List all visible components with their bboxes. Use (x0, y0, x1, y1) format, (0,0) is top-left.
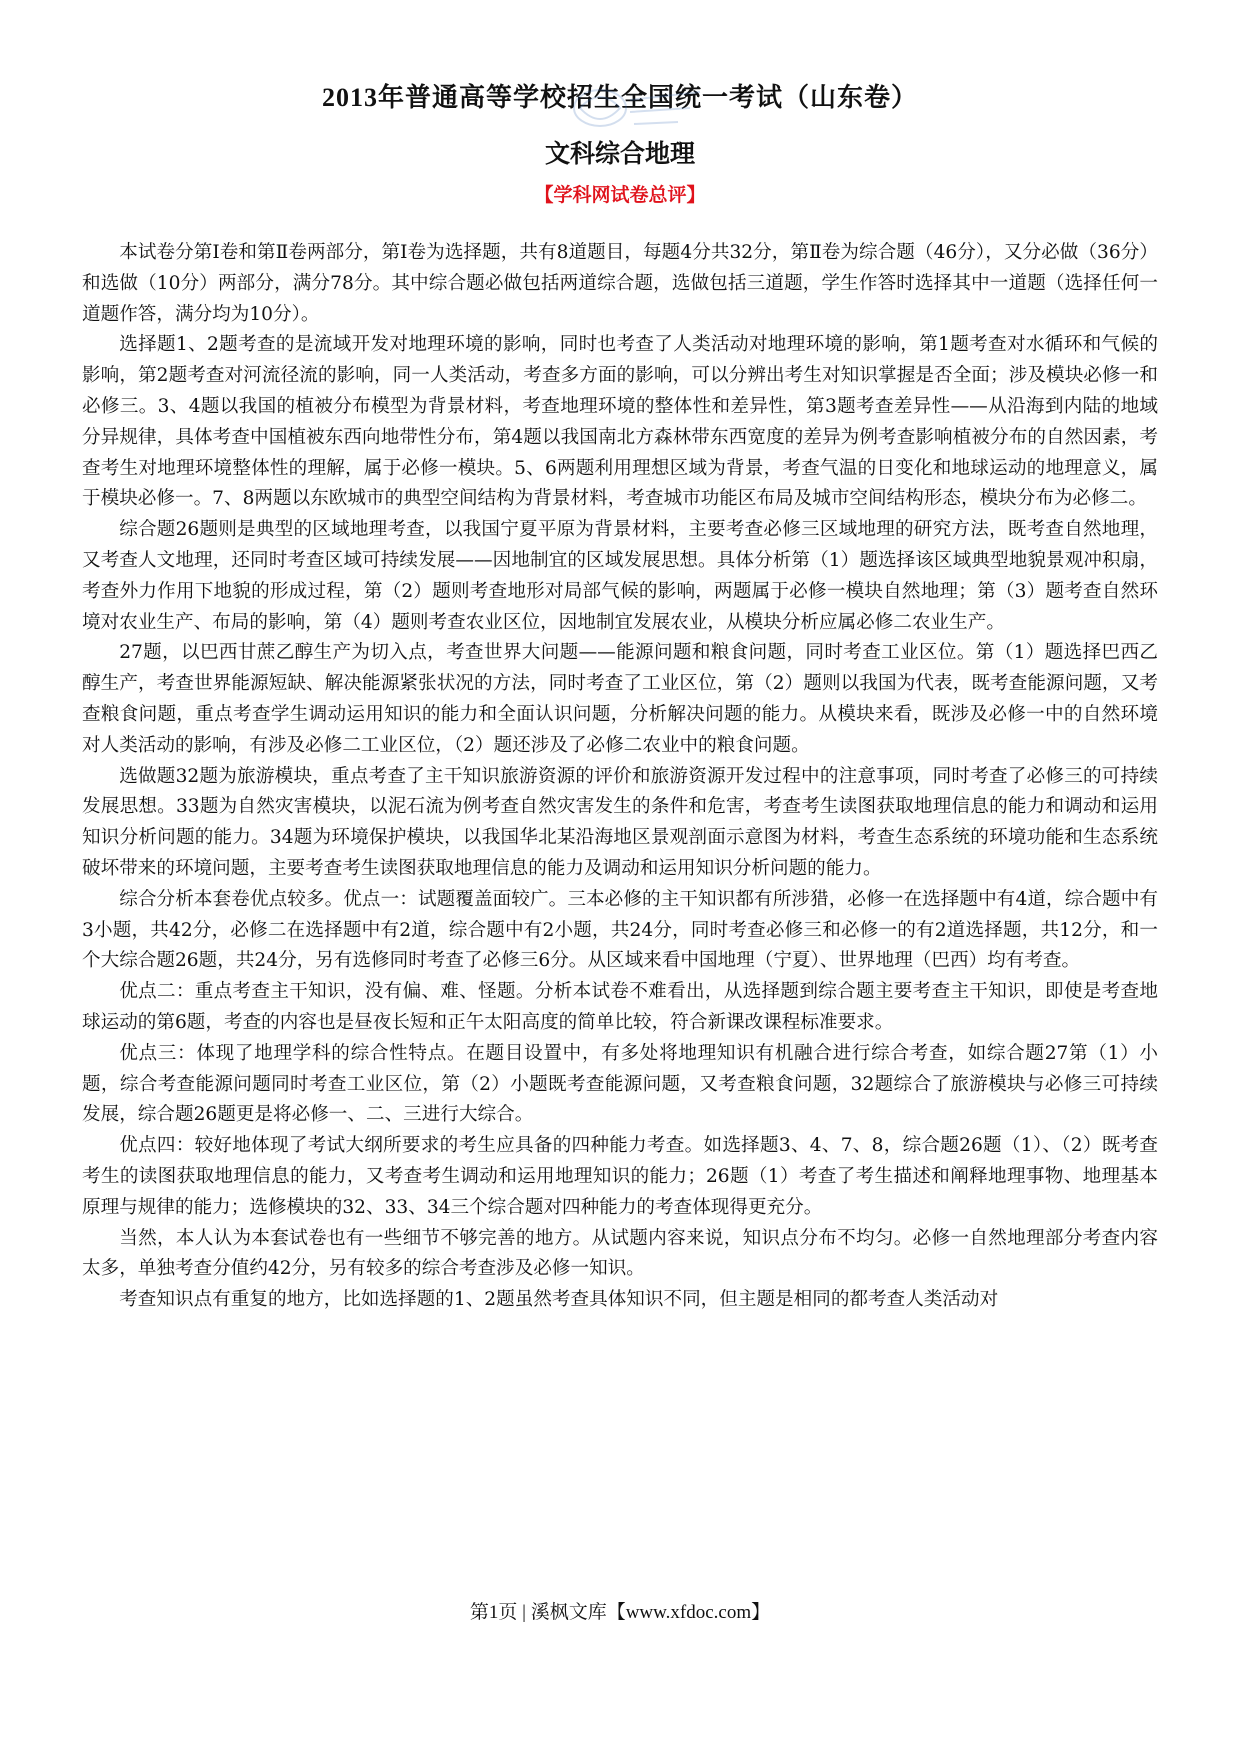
review-tag: 【学科网试卷总评】 (534, 184, 706, 206)
paragraph-5: 选做题32题为旅游模块，重点考查了主干知识旅游资源的评价和旅游资源开发过程中的注意事项，同时考查了必修三的可持续发展思想。33题为自然灾害模块，以泥石流为例考查自然灾害发生的条件和危害，考查考生读图获取地理信息的能力和调动和运用知识分析问题的能力。34题为环境保护模块，以我国华北某沿海地区景观剖面示意图为材料，考查生态系统的环境功能和生态系统破坏带来的环境问题，主要考查考生读图获取地理信息的能力及调动和运用知识分析问题的能力。 (82, 765, 1158, 879)
paragraph-1: 本试卷分第Ⅰ卷和第Ⅱ卷两部分，第Ⅰ卷为选择题，共有8道题目，每题4分共32分，第Ⅱ卷为综合题（46分），又分必做（36分）和选做（10分）两部分，满分78分。其中综合题必做包括两道综合题，选做包括三道题，学生作答时选择其中一道题（选择任何一道题作答，满分均为10分）。 (82, 242, 1158, 325)
page-footer: 第1页 | 溪枫文库【www.xfdoc.com】 (469, 1602, 771, 1623)
paragraph-10: 当然，本人认为本套试卷也有一些细节不够完善的地方。从试题内容来说，知识点分布不均匀。必修一自然地理部分考查内容太多，单独考查分值约42分，另有较多的综合考查涉及必修一知识。 (82, 1227, 1158, 1280)
paragraph-3: 综合题26题则是典型的区域地理考查，以我国宁夏平原为背景材料，主要考查必修三区域地理的研究方法，既考查自然地理，又考查人文地理，还同时考查区域可持续发展——因地制宜的区域发展思想。具体分析第（1）题选择该区域典型地貌景观冲积扇，考查外力作用下地貌的形成过程，第（2）题则考查地形对局部气候的影响，两题属于必修一模块自然地理；第（3）题考查自然环境对农业生产、布局的影响，第（4）题则考查农业区位，因地制宜发展农业，从模块分析应属必修二农业生产。 (82, 519, 1158, 633)
paragraph-6: 综合分析本套卷优点较多。优点一：试题覆盖面较广。三本必修的主干知识都有所涉猎，必修一在选择题中有4道，综合题中有3小题，共42分，必修二在选择题中有2道，综合题中有2小题，共24分，同时考查必修三和必修一的有2道选择题，共12分，和一个大综合题26题，共24分，另有选修同时考查了必修三6分。从区域来看中国地理（宁夏）、世界地理（巴西）均有考查。 (82, 888, 1158, 972)
paragraph-11: 考查知识点有重复的地方，比如选择题的1、2题虽然考查具体知识不同，但主题是相同的都考查人类活动对 (119, 1289, 999, 1311)
document-body (82, 238, 1158, 1316)
document-subtitle: 文科综合地理 (544, 139, 695, 168)
paragraph-8: 优点三：体现了地理学科的综合性特点。在题目设置中，有多处将地理知识有机融合进行综合考查，如综合题27第（1）小题，综合考查能源问题同时考查工业区位，第（2）小题既考查能源问题，又考查粮食问题，32题综合了旅游模块与必修三可持续发展，综合题26题更是将必修一、二、三进行大综合。 (82, 1042, 1158, 1126)
paragraph-9: 优点四：较好地体现了考试大纲所要求的考生应具备的四种能力考查。如选择题3、4、7、8，综合题26题（1）、（2）既考查考生的读图获取地理信息的能力，又考查考生调动和运用地理知识的能力；26题（1）考查了考生描述和阐释地理事物、地理基本原理与规律的能力；选修模块的32、33、34三个综合题对四种能力的考查体现得更充分。 (82, 1135, 1158, 1218)
paragraph-4: 27题，以巴西甘蔗乙醇生产为切入点，考查世界大问题——能源问题和粮食问题，同时考查工业区位。第（1）题选择巴西乙醇生产，考查世界能源短缺、解决能源紧张状况的方法，同时考查了工业区位，第（2）题则以我国为代表，既考查能源问题，又考查粮食问题，重点考查学生调动运用知识的能力和全面认识问题，分析解决问题的能力。从模块来看，既涉及必修一中的自然环境对人类活动的影响，有涉及必修二工业区位，（2）题还涉及了必修二农业中的粮食问题。 (82, 642, 1158, 756)
document-title: 2013年普通高等学校招生全国统一考试（山东卷） (321, 83, 918, 112)
paragraph-2: 选择题1、2题考查的是流域开发对地理环境的影响，同时也考查了人类活动对地理环境的影响，第1题考查对水循环和气候的影响，第2题考查对河流径流的影响，同一人类活动，考查多方面的影响，可以分辨出考生对知识掌握是否全面；涉及模块必修一和必修三。3、4题以我国的植被分布模型为背景材料，考查地理环境的整体性和差异性，第3题考查差异性——从沿海到内陆的地域分异规律，具体考查中国植被东西向地带性分布，第4题以我国南北方森林带东西宽度的差异为例考查影响植被分布的自然因素，考查考生对地理环境整体性的理解，属于必修一模块。5、6两题利用理想区域为背景，考查气温的日变化和地球运动的地理意义，属于模块必修一。7、8两题以东欧城市的典型空间结构为背景材料，考查城市功能区布局及城市空间结构形态，模块分布为必修二。 (82, 334, 1158, 510)
paragraph-7: 优点二：重点考查主干知识，没有偏、难、怪题。分析本试卷不难看出，从选择题到综合题主要考查主干知识，即使是考查地球运动的第6题，考查的内容也是昼夜长短和正午太阳高度的简单比较，符合新课改课程标准要求。 (82, 981, 1158, 1033)
